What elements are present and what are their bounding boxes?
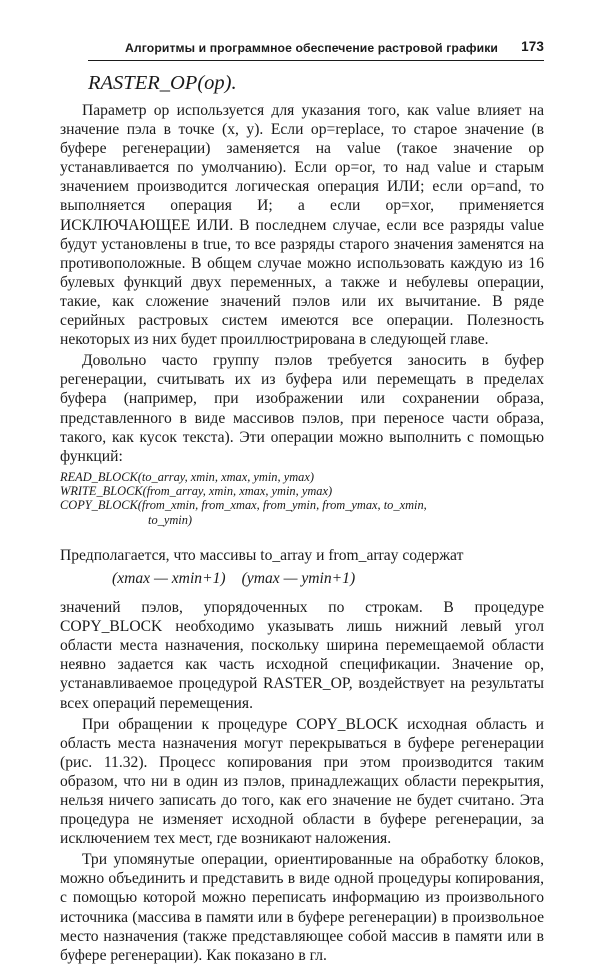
- running-title: Алгоритмы и программное обеспечение растровой графики: [125, 41, 498, 55]
- code-line-copy-block: COPY_BLOCK(from_xmin, from_xmax, from_ymin, from_ymax, to_xmin,: [60, 498, 427, 513]
- size-formula: [112, 570, 544, 592]
- code-block: [60, 470, 544, 527]
- code-line-write-block: WRITE_BLOCK(from_array, xmin, xmax, ymin, ymax): [60, 484, 333, 499]
- formula-width-term: (xmax — xmin+1): [112, 570, 226, 588]
- page-header: [88, 38, 544, 61]
- page-body: [60, 64, 544, 965]
- code-line-read-block: READ_BLOCK(to_array, xmin, xmax, ymin, ymax): [60, 469, 314, 484]
- code-line-copy-block-continued: to_ymin): [148, 512, 193, 527]
- paragraph-pel-values: значений пэлов, упорядоченных по строкам. В процедуре COPY_BLOCK необходимо указывать лишь нижний левый угол области места назначения, поскольку ширина перемещаемой области неявно задается как часть исходной спецификации. Значение op, устанавливаемое процедурой RASTER_OP, воздействует на результаты всех операций перемещения.: [60, 599, 544, 712]
- paragraph-block-operations: Довольно часто группу пэлов требуется заносить в буфер регенерации, считывать их из буфера или перемещать в пределах буфера (например, при изображении или сохранении образа, представленного в виде массивов пэлов, при переносе части образа, такого, как кусок текста). Эти операции можно выполнить с помощью функций:: [60, 352, 544, 465]
- formula-height-term: (ymax — ymin+1): [241, 570, 356, 588]
- paragraph-block-copy-procedure: Три упомянутые операции, ориентированные на обработку блоков, можно объединить и представить в виде одной процедуры копирования, с помощью которой можно переписать информацию из произвольного источника (массива в памяти или в буфере регенерации) в произвольное место назначения (также представляющее собой массив в памяти или в буфере регенерации). Как показано в гл.: [60, 851, 544, 964]
- function-title: RASTER_OP(op).: [88, 72, 237, 94]
- paragraph-raster-op: Параметр op используется для указания того, как value влияет на значение пэла в точке (x, y). Если op=replace, то старое значение (в буфере регенерации) заменяется на value (такое значение op устанавливается по умолчанию). Если op=or, то над value и старым значением производится логическая операция ИЛИ; если op=and, то выполняется операция И; а если op=xor, применяется ИСКЛЮЧАЮЩЕЕ ИЛИ. В последнем случае, если все разряды value будут установлены в true, то все разряды старого значения заменятся на противоположные. В общем случае можно использовать каждую из 16 булевых функций двух переменных, а также и небулевы операции, такие, как сложение значений пэлов или их вычитание. В ряде серийных растровых систем имеются все операции. Полезность некоторых из них будет проиллюстрирована в следующей главе.: [60, 102, 544, 349]
- paragraph-arrays-intro: Предполагается, что массивы to_array и from_array содержат: [60, 546, 464, 564]
- page-number: 173: [521, 39, 544, 54]
- paragraph-copy-block-overlap: При обращении к процедуре COPY_BLOCK исходная область и область места назначения могут перекрываться в буфере регенерации (рис. 11.32). Процесс копирования при этом производится таким образом, что ни в один из пэлов, принадлежащих области перекрытия, нельзя ничего записать до того, как его значение не будет считано. Эта процедура не изменяет исходной области в буфере регенерации, за исключением тех мест, где возникают наложения.: [60, 715, 544, 848]
